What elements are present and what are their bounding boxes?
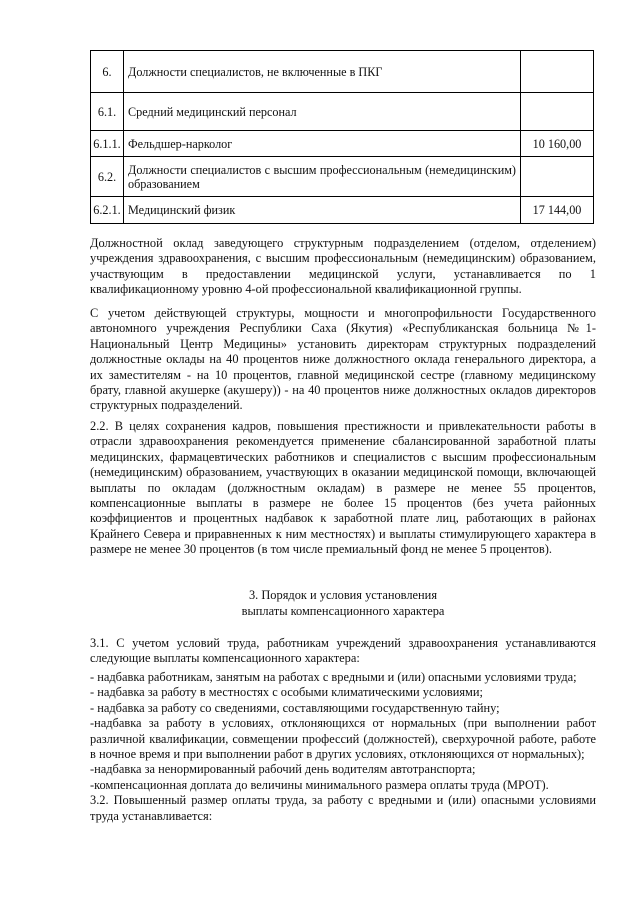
row-number: 6.1.: [91, 93, 124, 131]
paragraph-3-1: 3.1. С учетом условий труда, работникам учреждений здравоохранения устанавливаются следующие выплаты компенсационного характера:: [90, 636, 596, 666]
salary-table: [90, 50, 594, 224]
list-item: - надбавка за работу со сведениями, составляющими государственную тайну;: [90, 700, 500, 715]
row-number: 6.2.: [91, 157, 124, 197]
paragraph-director-salaries: С учетом действующей структуры, мощности и многопрофильности Государственного автономного учреждения Республики Саха (Якутия) «Республиканская больница №1-Национальный Центр Медицины» установить директорам структурных подразделений должностные оклады на 40 процентов ниже должностного оклада генерального директора, а их заместителям - на 10 процентов, главной медицинской сестре (главному медицинскому брату, главной акушерке (акушеру)) - на 40 процентов ниже должностных окладов директоров структурных подразделений.: [90, 306, 596, 413]
table-row: [91, 51, 594, 93]
row-name: Медицинский физик: [124, 197, 521, 224]
row-number: 6.1.1.: [91, 131, 124, 157]
list-item: - надбавка за работу в местностях с особыми климатическими условиями;: [90, 685, 483, 700]
row-value: [521, 51, 594, 93]
row-value: 17 144,00: [521, 197, 594, 224]
paragraph-2-2: 2.2. В целях сохранения кадров, повышения престижности и привлекательности работы в отрасли здравоохранения рекомендуется применение сбалансированной заработной платы медицинских, фармацевтических работников и специалистов с высшим профессиональным (немедицинским) образованием, участвующих в оказании медицинской помощи, включающей выплаты по окладам (должностным окладам) в размере не менее 55 процентов, компенсационные выплаты в размере не более 15 процентов (без учета районных коэффициентов и процентных надбавок к заработной плате лиц, работающих в районах Крайнего Севера и приравненных к ним местностях) и выплаты стимулирующего характера в размере не менее 30 процентов (в том числе премиальный фонд не менее 5 процентов).: [90, 419, 596, 557]
paragraph-head-of-unit-salary: Должностной оклад заведующего структурным подразделением (отделом, отделением) учреждения здравоохранения, с высшим профессиональным (немедицинским) образованием, участвующим в предоставлении медицинской услуги, устанавливается по 1 квалификационному уровню 4-ой профессиональной квалификационной группы.: [90, 236, 596, 297]
section-heading-line-1: 3. Порядок и условия установления: [248, 588, 438, 602]
section-heading-line-2: выплаты компенсационного характера: [241, 604, 445, 618]
compensation-list: [90, 670, 596, 824]
row-name: Средний медицинский персонал: [124, 93, 521, 131]
row-name: Должности специалистов, не включенные в ПКГ: [124, 51, 521, 93]
table-row: [91, 197, 594, 224]
list-item: -надбавка за работу в условиях, отклоняющихся от нормальных (при выполнении работ различной квалификации, совмещении профессий (должностей), сверхурочной работе, работе в ночное время и при выполнении работ в других условиях, отклоняющихся от нормальных);: [90, 716, 596, 762]
row-value: [521, 157, 594, 197]
row-number: 6.2.1.: [91, 197, 124, 224]
list-item: - надбавка работникам, занятым на работах с вредными и (или) опасными условиями труда;: [90, 670, 577, 684]
table-row: [91, 93, 594, 131]
row-value: [521, 93, 594, 131]
table-row: [91, 157, 594, 197]
paragraph-3-2: 3.2. Повышенный размер оплаты труда, за работу с вредными и (или) опасными условиями труда устанавливается:: [90, 793, 596, 823]
row-value: 10 160,00: [521, 131, 594, 157]
list-item: -надбавка за ненормированный рабочий день водителям автотранспорта;: [90, 762, 476, 777]
list-item: -компенсационная доплата до величины минимального размера оплаты труда (МРОТ).: [90, 777, 549, 792]
table-row: [91, 131, 594, 157]
row-number: 6.: [91, 51, 124, 93]
row-name: Должности специалистов с высшим профессиональным (немедицинским) образованием: [124, 157, 521, 197]
row-name: Фельдшер-нарколог: [124, 131, 521, 157]
